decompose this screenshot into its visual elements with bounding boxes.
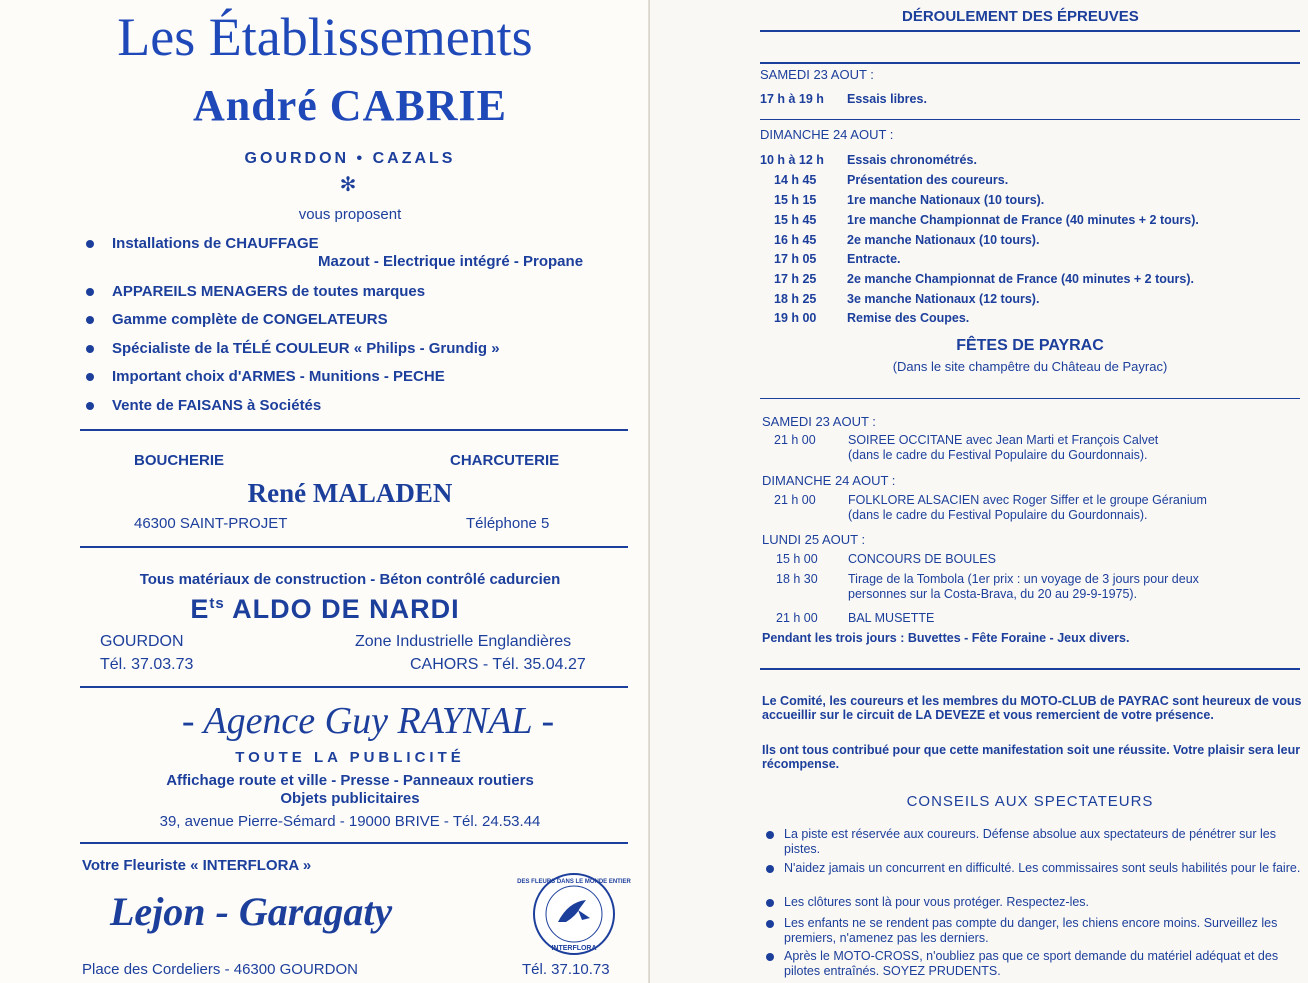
schedule-time: 17 h 05 (774, 252, 817, 266)
raynal-name: - Agence Guy RAYNAL - (181, 700, 555, 742)
event-time: 21 h 00 (774, 493, 816, 507)
fleuriste-name: Lejon - Garagaty (110, 889, 393, 934)
schedule-time: 18 h 25 (774, 292, 817, 306)
schedule-label: 2e manche Nationaux (10 tours). (847, 233, 1040, 247)
fleuriste-address: Place des Cordeliers - 46300 GOURDON (82, 961, 358, 978)
fetes-subtitle: (Dans le site champêtre du Château de Payrac) (892, 359, 1168, 374)
schedule-title: DÉROULEMENT DES ÉPREUVES (902, 8, 1139, 25)
conseils-title: CONSEILS AUX SPECTATEURS (906, 793, 1154, 810)
cabrie-name: André CABRIE (193, 81, 507, 130)
day-label: SAMEDI 23 AOUT : (762, 414, 876, 429)
bullet-icon (86, 373, 94, 381)
fetes-title: FÊTES DE PAYRAC (956, 337, 1104, 354)
event-time: 21 h 00 (774, 433, 816, 447)
conseil-item: Les clôtures sont là pour vous protéger. Respectez-les. (784, 895, 1090, 909)
schedule-label: Essais chronométrés. (847, 153, 977, 167)
schedule-label: Présentation des coureurs. (847, 173, 1009, 187)
comite-paragraph: Le Comité, les coureurs et les membres du MOTO-CLUB de PAYRAC sont heureux de vous accueillir sur le circuit de LA DEVEZE et vous remercient de votre présence. (762, 694, 1302, 722)
svg-text:INTERFLORA: INTERFLORA (551, 945, 597, 952)
maladen-left-label: BOUCHERIE (134, 452, 225, 469)
cabrie-intro: vous proposent (298, 206, 402, 223)
event-label: BAL MUSETTE (848, 611, 935, 625)
schedule-label: 1re manche Championnat de France (40 minutes + 2 tours). (847, 213, 1199, 227)
divider (760, 119, 1300, 120)
schedule-label: 2e manche Championnat de France (40 minutes + 2 tours). (847, 272, 1194, 286)
divider (80, 686, 628, 688)
raynal-line1: Affichage route et ville - Presse - Panneaux routiers (166, 772, 534, 789)
maladen-phone: Téléphone 5 (466, 515, 550, 532)
bullet-icon (766, 831, 774, 839)
nardi-city2: CAHORS - Tél. 35.04.27 (410, 656, 586, 673)
nardi-name: $E^{ts}$ ALDO DE NARDI (190, 594, 460, 624)
schedule-time: 10 h à 12 h (760, 153, 824, 167)
event-time: 15 h 00 (776, 552, 818, 566)
fleuriste-tel: Tél. 37.10.73 (522, 961, 610, 978)
day-label: DIMANCHE 24 AOUT : (760, 127, 894, 142)
cabrie-item: Gamme complète de CONGELATEURS (112, 311, 388, 328)
cabrie-item: Spécialiste de la TÉLÉ COULEUR « Philips - Grundig » (112, 340, 500, 357)
fleuriste-intro: Votre Fleuriste « INTERFLORA » (82, 857, 312, 874)
raynal-address: 39, avenue Pierre-Sémard - 19000 BRIVE - Tél. 24.53.44 (159, 813, 541, 830)
cabrie-towns: GOURDON • CAZALS (244, 150, 456, 167)
schedule-time: 19 h 00 (774, 311, 817, 325)
schedule-time: 14 h 45 (774, 173, 817, 187)
raynal-line2: Objets publicitaires (280, 790, 420, 807)
trois-jours-note: Pendant les trois jours : Buvettes - Fête Foraine - Jeux divers. (762, 631, 1130, 645)
bullet-icon (86, 240, 94, 248)
day-label: DIMANCHE 24 AOUT : (762, 473, 896, 488)
event-label: CONCOURS DE BOULES (848, 552, 996, 566)
event-time: 18 h 30 (776, 572, 818, 586)
bullet-icon (766, 865, 774, 873)
event-label: (dans le cadre du Festival Populaire du Gourdonnais). (848, 448, 1148, 462)
nardi-tel1: Tél. 37.03.73 (100, 656, 194, 673)
maladen-right-label: CHARCUTERIE (450, 452, 560, 469)
bullet-icon (86, 316, 94, 324)
event-label: SOIREE OCCITANE avec Jean Marti et François Calvet (848, 433, 1159, 447)
conseil-item: Les enfants ne se rendent pas compte du danger, les chiens encore moins. Surveillez les premiers, n'amenez pas les derniers. (784, 916, 1278, 945)
bullet-icon (766, 953, 774, 961)
cabrie-item-sub: Mazout - Electrique intégré - Propane (318, 253, 584, 270)
ornament-icon: ✻ (339, 174, 357, 196)
event-label: Tirage de la Tombola (1er prix : un voyage de 3 jours pour deux (848, 572, 1199, 586)
nardi-zone: Zone Industrielle Englandières (355, 633, 572, 650)
conseil-item: N'aidez jamais un concurrent en difficulté. Les commissaires sont seuls habilités pour le faire. (784, 861, 1301, 875)
conseil-item: La piste est réservée aux coureurs. Défense absolue aux spectateurs de pénétrer sur les pistes. (784, 827, 1276, 856)
event-label: FOLKLORE ALSACIEN avec Roger Siffer et le groupe Géranium (848, 493, 1207, 507)
schedule-time: 17 h à 19 h (760, 92, 824, 106)
schedule-label: Essais libres. (847, 92, 927, 106)
schedule-label: 3e manche Nationaux (12 tours). (847, 292, 1040, 306)
divider (80, 429, 628, 431)
bullet-icon (766, 899, 774, 907)
contribue-paragraph: Ils ont tous contribué pour que cette manifestation soit une réussite. Votre plaisir sera leur récompense. (762, 743, 1301, 771)
maladen-address: 46300 SAINT-PROJET (134, 515, 288, 532)
schedule-time: 16 h 45 (774, 233, 817, 247)
bullet-icon (86, 402, 94, 410)
cabrie-item: Installations de CHAUFFAGE (112, 235, 319, 252)
interflora-logo-icon (517, 872, 631, 956)
divider (760, 668, 1300, 670)
schedule-label: Entracte. (847, 252, 901, 266)
day-label: SAMEDI 23 AOUT : (760, 67, 874, 82)
maladen-name: René MALADEN (247, 478, 453, 508)
nardi-city1: GOURDON (100, 633, 184, 650)
divider (760, 30, 1300, 32)
event-label: personnes sur la Costa-Brava, du 20 au 29-9-1975). (848, 587, 1138, 601)
schedule-label: 1re manche Nationaux (10 tours). (847, 193, 1045, 207)
cabrie-item: APPAREILS MENAGERS de toutes marques (112, 283, 426, 300)
bullet-icon (86, 345, 94, 353)
bullet-icon (86, 288, 94, 296)
cabrie-heading: Les Établissements (117, 7, 533, 67)
left-page (0, 0, 650, 983)
schedule-time: 15 h 45 (774, 213, 817, 227)
right-page (650, 0, 1308, 983)
divider (80, 842, 628, 844)
bullet-icon (766, 920, 774, 928)
day-label: LUNDI 25 AOUT : (762, 532, 866, 547)
divider (760, 62, 1300, 64)
conseil-item: Après le MOTO-CROSS, n'oubliez pas que ce sport demande du matériel adéquat et des pilotes entraînés. SOYEZ PRUDENTS. (784, 949, 1279, 978)
schedule-time: 15 h 15 (774, 193, 817, 207)
svg-text:DES FLEURS DANS LE MONDE ENTIE: DES FLEURS DANS LE MONDE ENTIER (517, 879, 631, 885)
event-time: 21 h 00 (776, 611, 818, 625)
raynal-tag: TOUTE LA PUBLICITÉ (235, 749, 465, 766)
schedule-label: Remise des Coupes. (847, 311, 970, 325)
cabrie-item: Vente de FAISANS à Sociétés (112, 397, 322, 414)
divider (760, 398, 1300, 399)
nardi-tagline: Tous matériaux de construction - Béton contrôlé cadurcien (139, 571, 561, 588)
cabrie-item: Important choix d'ARMES - Munitions - PECHE (112, 368, 445, 385)
event-label: (dans le cadre du Festival Populaire du Gourdonnais). (848, 508, 1148, 522)
schedule-time: 17 h 25 (774, 272, 817, 286)
divider (80, 546, 628, 548)
